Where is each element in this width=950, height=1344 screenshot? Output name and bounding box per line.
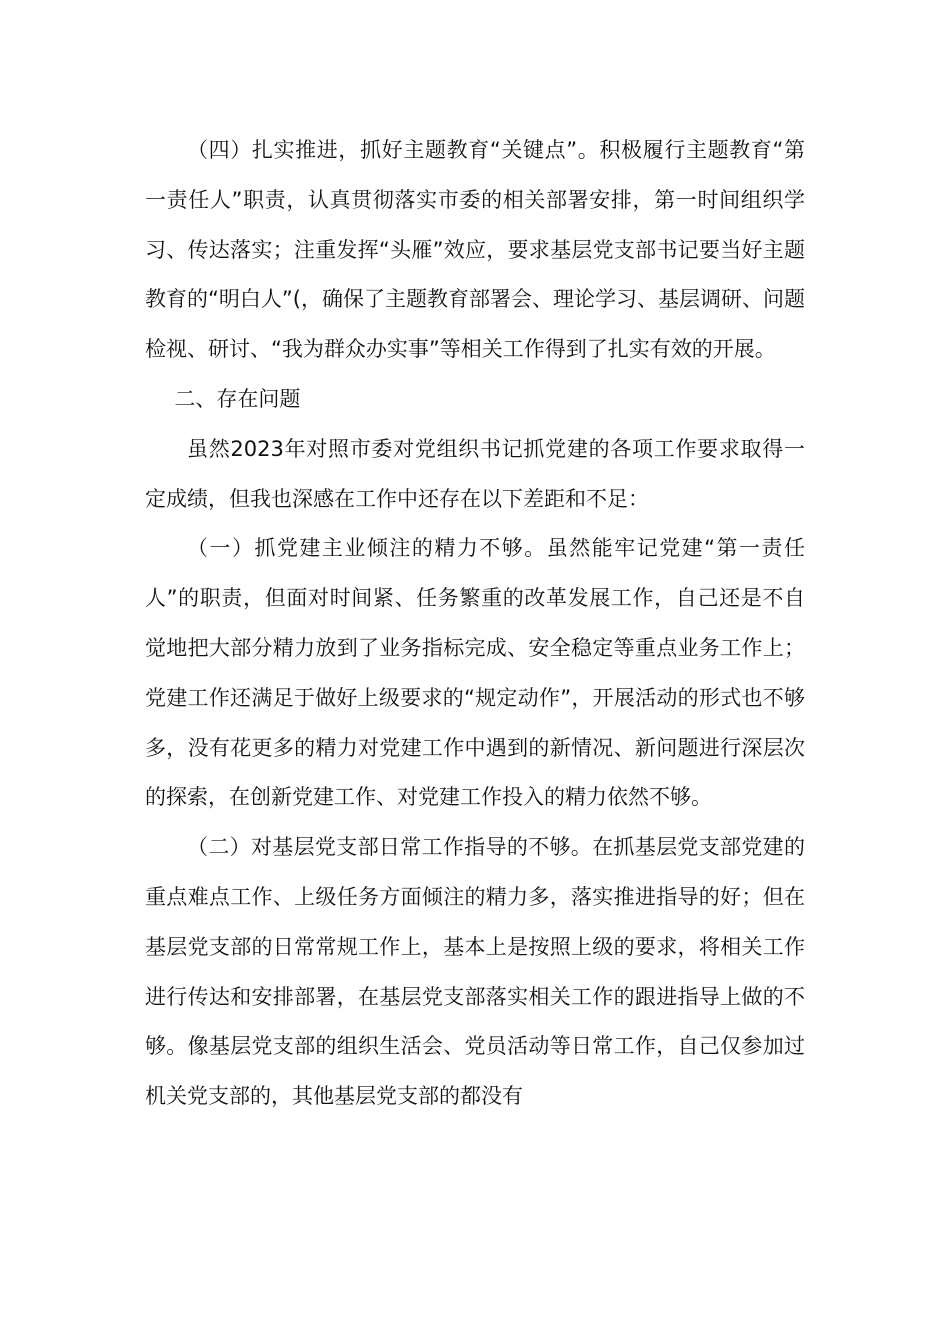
paragraph-problems-intro: 虽然2023年对照市委对党组织书记抓党建的各项工作要求取得一定成绩，但我也深感在工作中还存在以下差距和不足： [145,436,805,511]
document-page [145,126,805,1122]
paragraph-section-four: （四）扎实推进，抓好主题教育“关键点”。积极履行主题教育“第一责任人”职责，认真贯彻落实市委的相关部署安排，第一时间组织学习、传达落实；注重发挥“头雁”效应，要求基层党支部书记要当好主题教育的“明白人”(，确保了主题教育部署会、理论学习、基层调研、问题检视、研讨、“我为群众办实事”等相关工作得到了扎实有效的开展。 [145,138,805,362]
paragraph-problem-two: （二）对基层党支部日常工作指导的不够。在抓基层党支部党建的重点难点工作、上级任务方面倾注的精力多，落实推进指导的好；但在基层党支部的日常常规工作上，基本上是按照上级的要求，将相关工作进行传达和安排部署，在基层党支部落实相关工作的跟进指导上做的不够。像基层党支部的组织生活会、党员活动等日常工作，自己仅参加过机关党支部的，其他基层党支部的都没有 [145,835,805,1109]
paragraph-problem-one: （一）抓党建主业倾注的精力不够。虽然能牢记党建“第一责任人”的职责，但面对时间紧、任务繁重的改革发展工作，自己还是不自觉地把大部分精力放到了业务指标完成、安全稳定等重点业务工作上；党建工作还满足于做好上级要求的“规定动作”，开展活动的形式也不够多，没有花更多的精力对党建工作中遇到的新情况、新问题进行深层次的探索，在创新党建工作、对党建工作投入的精力依然不够。 [145,536,805,810]
section-heading-problems: 二、存在问题 [174,386,301,411]
